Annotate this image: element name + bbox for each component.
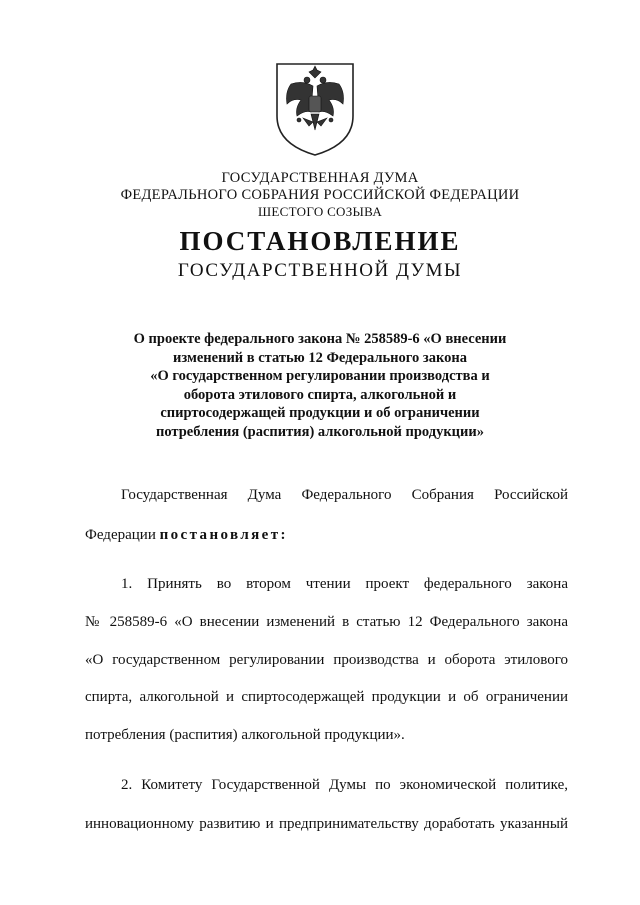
org-line-3: ШЕСТОГО СОЗЫВА <box>257 204 383 219</box>
item1-line: потребления (распития) алкогольной продукции». <box>85 727 405 743</box>
item1-line: «О государственном регулировании производства и оборота этилового <box>85 652 568 668</box>
item1-line: 1. Принять во втором чтении проект федерального закона <box>121 576 568 592</box>
subject-block <box>100 330 540 441</box>
document-title: ПОСТАНОВЛЕНИЕ <box>179 226 461 256</box>
subject-line: изменений в статью 12 Федерального закона <box>173 349 467 366</box>
intro-verb: постановляет: <box>159 527 288 543</box>
item1-line: № 258589-6 «О внесении изменений в статью 12 Федерального закона <box>85 614 568 630</box>
item2-line: 2. Комитету Государственной Думы по экономической политике, <box>121 777 568 793</box>
subject-line: потребления (распития) алкогольной продукции» <box>155 423 484 440</box>
subject-line: О проекте федерального закона № 258589-6 «О внесении <box>133 331 507 347</box>
subject-line: «О государственном регулировании производства и <box>150 368 490 384</box>
item2-line: инновационному развитию и предпринимательству доработать указанный <box>85 816 568 832</box>
intro-line-1: Государственная Дума Федерального Собрания Российской <box>121 487 568 503</box>
org-line-2: ФЕДЕРАЛЬНОГО СОБРАНИЯ РОССИЙСКОЙ ФЕДЕРАЦИИ <box>120 187 520 203</box>
document-subtitle: ГОСУДАРСТВЕННОЙ ДУМЫ <box>177 260 463 281</box>
intro-prefix: Федерации <box>85 527 160 543</box>
coat-of-arms-emblem <box>273 58 357 158</box>
org-line-1: ГОСУДАРСТВЕННАЯ ДУМА <box>221 170 419 186</box>
item1-line: спирта, алкогольной и спиртосодержащей продукции и об ограничении <box>85 689 568 705</box>
subject-line: оборота этилового спирта, алкогольной и <box>183 386 457 403</box>
subject-line: спиртосодержащей продукции и об ограничении <box>160 405 480 421</box>
intro-line-2 <box>85 527 568 544</box>
